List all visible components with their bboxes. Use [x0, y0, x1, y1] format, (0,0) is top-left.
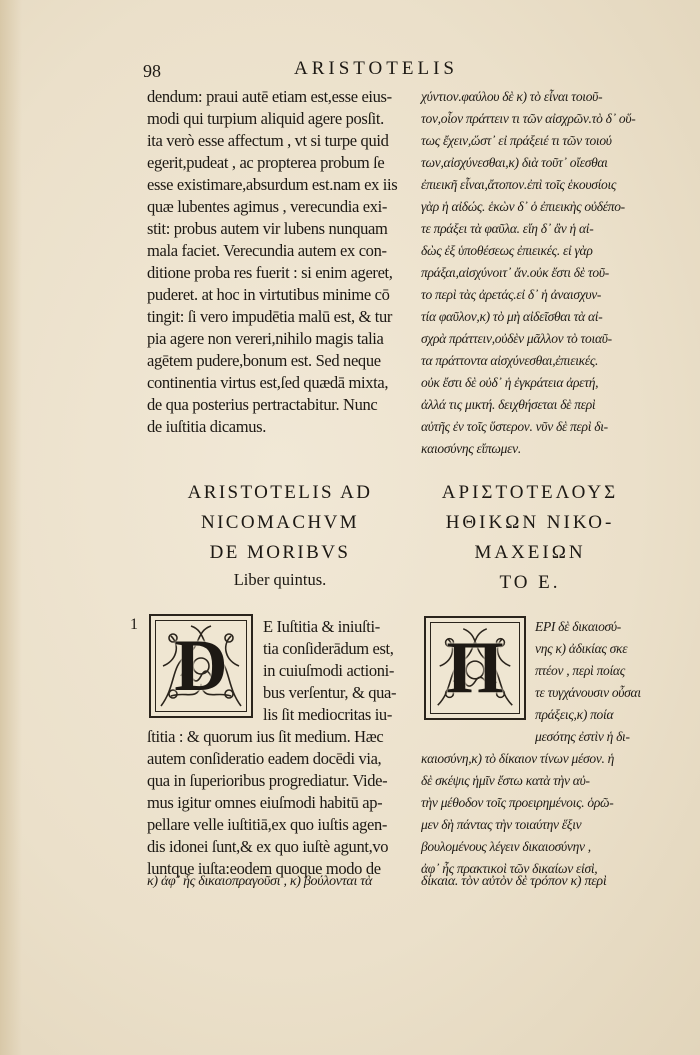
latin-text-line: mala faciet. Verecundia autem ex con- [147, 241, 387, 260]
latin-text-line: qua in ſuperioribus progrediatur. Vide- [147, 771, 388, 790]
latin-text-line: quæ lubentes agimus , verecundia exi- [147, 197, 387, 216]
greek-text-line: τως ἔχειν,ὥστ᾽ εἰ πράξειέ τι τῶν τοιού [421, 133, 612, 148]
latin-text-line: agētem pudere,bonum est. Sed neque [147, 351, 381, 370]
greek-text-line: τία φαῦλον,κ) τὸ μὴ αἰδεῖσθαι τὰ αἰ- [421, 309, 603, 324]
greek-text-line: πράξαι,αἰσχύνοιτ᾽ ἄν.οὐκ ἔστι δὲ τοῦ- [421, 265, 609, 280]
greek-column-bottom [421, 616, 643, 880]
latin-text-line: pellare velle iuſtitiā,ex quo iuſtis agen- [147, 815, 388, 834]
greek-title-line: ΗΘΙΚΩΝ ΝΙΚΟ- [445, 512, 615, 533]
latin-catchline: κ) ἀφ᾽ ἧς δικαιοπραγοῦσι , κ) βούλονται τὰ [147, 874, 373, 889]
latin-book-title [140, 478, 420, 592]
latin-text-line: egerit,pudeat , ac propterea probum ſe [147, 153, 385, 172]
greek-text-line: μεσότης ἐστὶν ἡ δι- [535, 729, 630, 744]
latin-text-line: autem conſideratio eadem docēdi via, [147, 749, 382, 768]
latin-text-line: dendum: praui autē etiam est,esse eius- [147, 87, 392, 106]
latin-text-line: ſtitia : & quorum ius ſit medium. Hæc [147, 727, 384, 746]
greek-text-line: μεν δὴ πάντας τὴν τοιαύτην ἕξιν [421, 817, 582, 832]
greek-text-line: ἀφ᾽ ἧς πρακτικοὶ τῶν δικαίων εἰσὶ, [421, 861, 598, 876]
latin-text-line: ditione proba res fuerit : si enim ageret, [147, 263, 393, 282]
greek-catchline: δίκαια. τὸν αὐτὸν δὲ τρόπον κ) περὶ [421, 874, 607, 889]
latin-text-line: ita verò esse affectum , vt si turpe quid [147, 131, 389, 150]
latin-text-line: continentia virtus est,ſed quædā mixta, [147, 373, 389, 392]
greek-text-line: χύντιον.φαύλου δὲ κ) τὸ εἶναι τοιοῦ- [421, 89, 603, 104]
latin-text-line: stit: probus autem vir lubens nunquam [147, 219, 388, 238]
latin-text-line: esse existimare,absurdum est.nam ex iis [147, 175, 398, 194]
latin-text-line: dis idonei ſunt,& ex quo iuſtè agunt,vo [147, 837, 389, 856]
greek-text-line: καιοσύνης εἴπωμεν. [421, 441, 521, 456]
greek-text-line: ἐπιεικῆ εἶναι,ἄτοπον.ἐπὶ τοῖς ἑκουσίοις [421, 177, 617, 192]
latin-text-line: bus verſentur, & qua- [263, 683, 397, 702]
latin-text-line: in cuiuſmodi actioni- [263, 661, 395, 680]
greek-text-line: οὐκ ἔστι δὲ οὐδ᾽ ἡ ἐγκράτεια ἀρετή, [421, 375, 599, 390]
greek-text-line: ΕΡΙ δὲ δικαιοσύ- [535, 619, 621, 634]
latin-text-line: de iuſtitia dicamus. [147, 417, 267, 436]
greek-text-line: ἀλλά τις μικτή. δειχθήσεται δὲ περὶ [421, 397, 596, 412]
initial-letter: D [174, 624, 228, 707]
latin-text-line: tingit: ſi vero impudētia malū est, & tur [147, 307, 393, 326]
page-number: 98 [143, 61, 161, 81]
greek-book-title [415, 478, 645, 598]
greek-text-line: δὲ σκέψις ἡμῖν ἔστω κατὰ τὴν αὐ- [421, 773, 590, 788]
latin-title-line: DE MORIBVS [209, 542, 351, 563]
latin-text-line: tia conſiderādum est, [263, 639, 394, 658]
margin-number: 1 [130, 616, 138, 633]
latin-text-line: mus igitur omnes eiuſmodi habitū ap- [147, 793, 383, 812]
latin-text-line: pia agere non vereri,nihilo magis talia [147, 329, 384, 348]
greek-text-line: πτέον , περὶ ποίας [535, 663, 625, 678]
greek-text-line: τε πράξει τὰ φαῦλα. εἴη δ᾽ ἂν ἡ αἰ- [421, 221, 594, 236]
greek-text-line: τὴν μέθοδον τοῖς προειρημένοις. ὁρῶ- [421, 795, 614, 810]
page-gutter-shadow [0, 0, 22, 1055]
greek-text-line: σχρὰ πράττειν,οὐδὲν μᾶλλον τὸ τοιαῦ- [421, 331, 612, 346]
latin-column-bottom [147, 616, 413, 880]
latin-title-line: ARISTOTELIS AD [187, 482, 373, 503]
greek-text-line: των,αἰσχύνεσθαι,κ) διὰ τοῦτ᾽ οἴεσθαι [421, 155, 608, 170]
latin-text-line: de qua posterius pertractabitur. Nunc [147, 395, 378, 414]
latin-text-line: lis ſit mediocritas iu- [263, 705, 392, 724]
greek-text-line: τον,οἷον πράττειν τι τῶν αἰσχρῶν.τὸ δ᾽ οὕ- [421, 111, 636, 126]
greek-text-line: αὐτῆς ἐν τοῖς ὕστερον. νῦν δὲ περὶ δι- [421, 419, 608, 434]
greek-text-line: καιοσύνη,κ) τὸ δίκαιον τίνων μέσον. ἡ [421, 751, 615, 766]
greek-title-line: ΤΟ Ε. [499, 572, 561, 593]
greek-text-line: τε τυγχάνουσιν οὖσαι [535, 685, 641, 700]
latin-text-line: puderet. at hoc in virtutibus minime cō [147, 285, 390, 304]
greek-text-line: πράξεις,κ) ποία [535, 707, 614, 722]
greek-text-line: δὼς ἐξ ὑποθέσεως ἐπιεικές. εἰ γὰρ [421, 243, 593, 258]
greek-text-line: τα πράττοντα αἰσχύνεσθαι,ἐπιεικές. [421, 353, 599, 368]
greek-title-line: ΑΡΙΣΤΟΤΕΛΟΥΣ [441, 482, 619, 503]
greek-text-line: γὰρ ἡ αἰδώς. ἑκὼν δ᾽ ὁ ἐπιεικὴς οὐδέπο- [421, 199, 625, 214]
initial-letter: Π [446, 626, 504, 709]
greek-title-line: ΜΑΧΕΙΩΝ [474, 542, 586, 563]
latin-column-top [147, 86, 409, 438]
greek-column-top [421, 86, 643, 460]
greek-text-line: νης κ) ἀδικίας σκε [535, 641, 628, 656]
latin-subtitle: Liber quintus. [233, 570, 327, 589]
latin-text-line: luntque iuſta:eodem quoque modo de [147, 859, 381, 878]
running-head: ARISTOTELIS [294, 58, 458, 79]
latin-title-line: NICOMACHVM [200, 512, 360, 533]
latin-text-line: E Iuſtitia & iniuſti- [263, 617, 380, 636]
greek-text-line: το περὶ τὰς ἀρετάς.εἰ δ᾽ ἡ ἀναισχυν- [421, 287, 602, 302]
greek-text-line: βουλομένους λέγειν δικαιοσύνην , [421, 839, 591, 854]
latin-text-line: modi qui turpium aliquid agere posſit. [147, 109, 384, 128]
